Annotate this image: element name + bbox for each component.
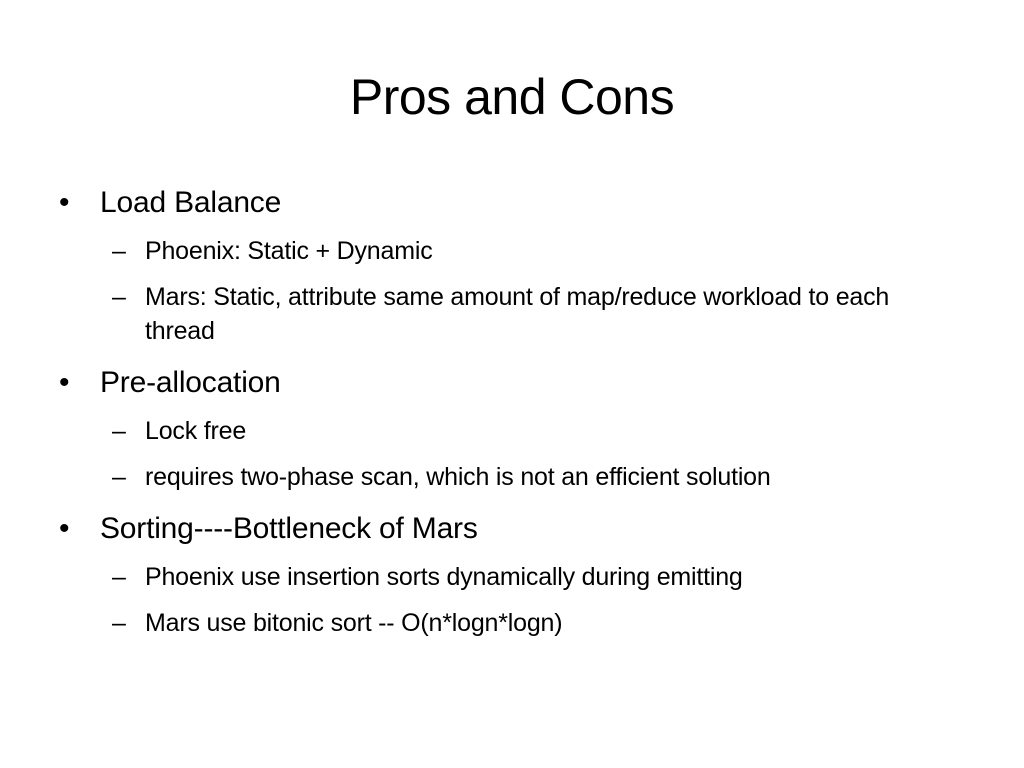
dash-icon: – <box>112 283 126 311</box>
bullet-item <box>57 508 977 550</box>
sub-bullet-text: Mars: Static, attribute same amount of map/reduce workload to each thread <box>145 283 890 345</box>
slide-title: Pros and Cons <box>349 69 675 125</box>
sub-bullet-text: Lock free <box>145 417 247 445</box>
bullet-icon: • <box>59 512 70 545</box>
dash-icon: – <box>112 237 126 265</box>
bullet-text: Pre-allocation <box>100 366 281 399</box>
sub-bullet-item <box>57 234 977 268</box>
sub-bullet-text: Phoenix: Static + Dynamic <box>145 237 433 265</box>
sub-bullet-text: Mars use bitonic sort -- O(n*logn*logn) <box>145 609 563 637</box>
sub-bullet-item <box>57 414 977 448</box>
dash-icon: – <box>112 563 126 591</box>
bullet-icon: • <box>59 186 70 219</box>
bullet-icon: • <box>59 366 70 399</box>
sub-bullet-item <box>57 560 977 594</box>
dash-icon: – <box>112 463 126 491</box>
bullet-text: Load Balance <box>100 186 282 219</box>
sub-bullet-text: Phoenix use insertion sorts dynamically during emitting <box>145 563 743 591</box>
bullet-item <box>57 362 977 404</box>
sub-bullet-text: requires two-phase scan, which is not an efficient solution <box>145 463 771 491</box>
bullet-item <box>57 182 977 224</box>
dash-icon: – <box>112 609 126 637</box>
dash-icon: – <box>112 417 126 445</box>
sub-bullet-item <box>57 606 977 640</box>
bullet-text: Sorting----Bottleneck of Mars <box>100 512 478 545</box>
sub-bullet-item <box>57 460 977 494</box>
slide-content <box>57 182 977 640</box>
sub-bullet-item <box>57 280 925 348</box>
